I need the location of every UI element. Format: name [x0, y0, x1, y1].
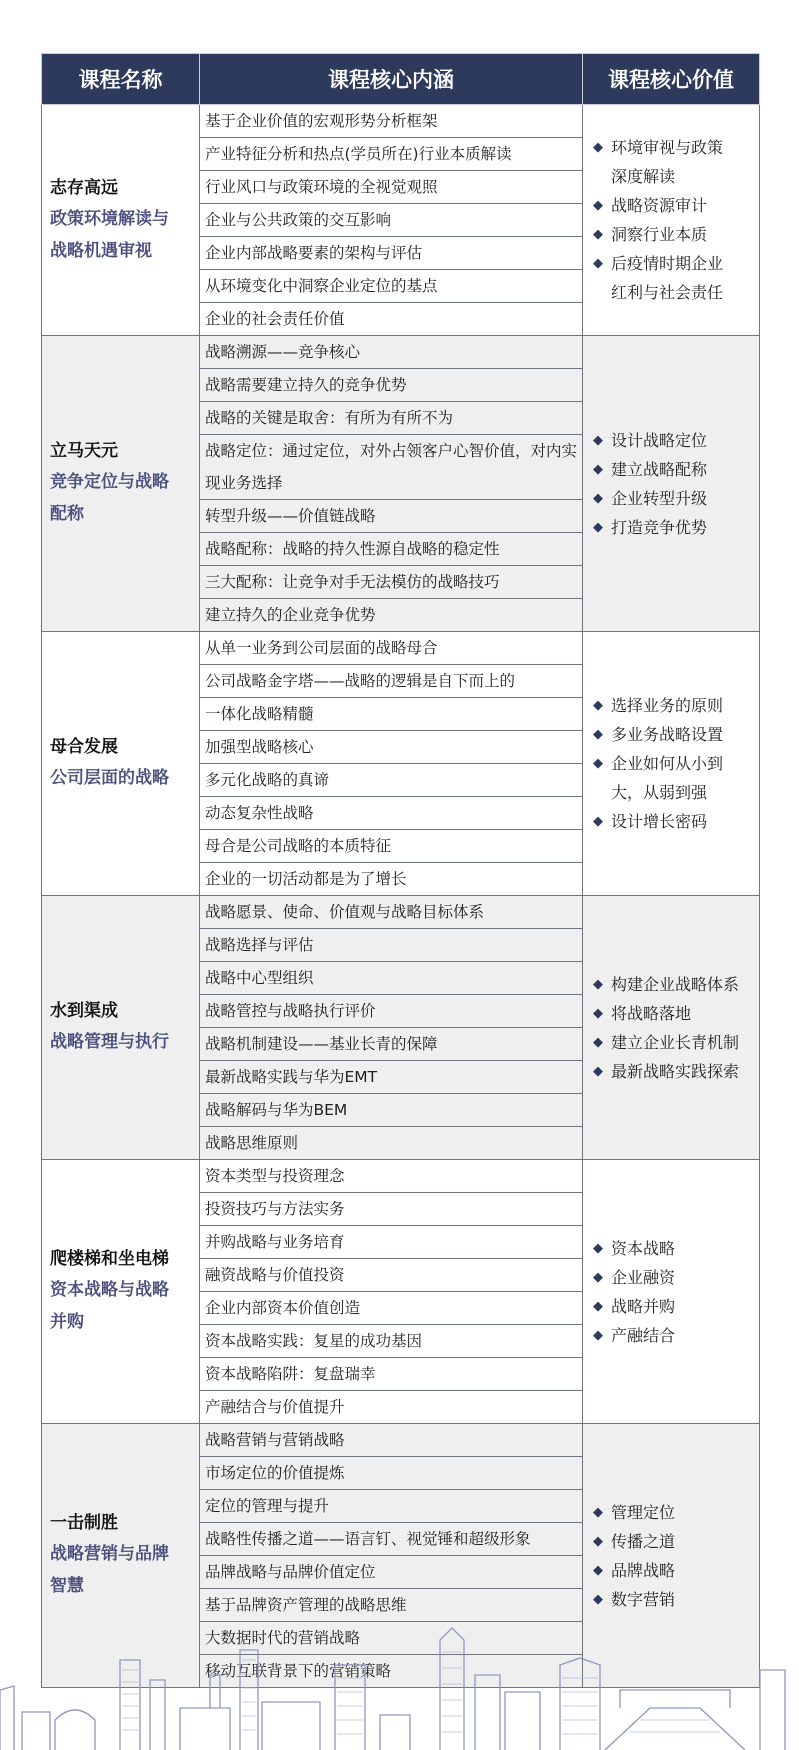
- course-content-item: 母合是公司战略的本质特征: [200, 830, 583, 863]
- course-value-cell: [583, 1160, 760, 1424]
- course-content-item: 资本战略实践：复星的成功基因: [200, 1325, 583, 1358]
- course-content-item: 多元化战略的真谛: [200, 764, 583, 797]
- course-value-item: [593, 191, 753, 220]
- course-value-cell: [583, 105, 760, 336]
- course-value-line: 建立战略配称: [611, 459, 708, 479]
- course-value-line: 多业务战略设置: [611, 725, 724, 744]
- table-row: [42, 336, 760, 369]
- course-content-item: 战略中心型组织: [200, 962, 583, 995]
- course-value-item: [593, 720, 753, 749]
- course-value-text: [611, 1292, 675, 1321]
- course-value-line: 设计战略定位: [611, 430, 708, 450]
- course-value-item: [593, 1556, 753, 1585]
- course-value-item: [593, 691, 753, 720]
- course-value-line: 将战略落地: [611, 1003, 692, 1023]
- course-value-item: [593, 249, 753, 307]
- course-name-cell: [42, 1160, 200, 1424]
- course-name-cell: [42, 896, 200, 1160]
- course-content-item: 建立持久的企业竞争优势: [200, 599, 583, 632]
- diamond-icon: ◆: [593, 519, 603, 535]
- diamond-icon: ◆: [593, 256, 603, 271]
- course-value-item: [593, 1057, 753, 1086]
- course-value-text: [611, 1585, 675, 1614]
- course-value-item: [593, 1263, 753, 1292]
- header-course-value: 课程核心价值: [583, 54, 760, 105]
- course-content-item: 战略性传播之道——语言钉、视觉锤和超级形象: [200, 1523, 583, 1556]
- course-subtitle: 战略营销与品牌: [50, 1544, 169, 1564]
- table-row: [42, 105, 760, 138]
- course-content-item: 基于品牌资产管理的战略思维: [200, 1589, 583, 1622]
- course-value-line: 大，从弱到强: [611, 783, 708, 802]
- course-name-cell: [42, 105, 200, 336]
- course-subtitle: 竞争定位与战略: [50, 472, 169, 492]
- course-title: 水到渠成: [50, 1001, 118, 1021]
- course-subtitle: 智慧: [50, 1576, 84, 1596]
- course-value-item: [593, 1292, 753, 1321]
- course-value-line: 建立企业长青机制: [611, 1032, 740, 1052]
- course-value-item: [593, 1028, 753, 1057]
- course-value-line: 构建企业战略体系: [611, 974, 740, 994]
- course-value-item: [593, 1234, 753, 1263]
- course-value-text: [611, 191, 707, 220]
- course-content-item: 加强型战略核心: [200, 731, 583, 764]
- course-content-item: 战略愿景、使命、价值观与战略目标体系: [200, 896, 583, 929]
- course-content-item: 战略机制建设——基业长青的保障: [200, 1028, 583, 1061]
- course-value-text: [611, 970, 739, 999]
- course-value-text: [611, 1321, 675, 1350]
- course-value-line: 打造竞争优势: [611, 517, 708, 537]
- course-content-item: 从环境变化中洞察企业定位的基点: [200, 270, 583, 303]
- course-value-line: 洞察行业本质: [611, 225, 708, 244]
- course-table: [41, 53, 760, 1688]
- table-row: [42, 1160, 760, 1193]
- diamond-icon: ◆: [593, 698, 603, 713]
- course-content-item: 融资战略与价值投资: [200, 1259, 583, 1292]
- course-value-text: [611, 426, 707, 455]
- course-value-item: [593, 513, 753, 542]
- diamond-icon: ◆: [593, 1005, 603, 1021]
- course-subtitle: 政策环境解读与: [50, 208, 169, 229]
- course-value-item: [593, 1498, 753, 1527]
- course-content-item: 企业的一切活动都是为了增长: [200, 863, 583, 896]
- diamond-icon: ◆: [593, 1533, 603, 1549]
- course-value-item: [593, 220, 753, 249]
- course-value-line: 企业如何从小到: [611, 754, 724, 773]
- course-value-line: 资本战略: [611, 1238, 676, 1258]
- course-value-cell: [583, 336, 760, 632]
- course-content-item: 投资技巧与方法实务: [200, 1193, 583, 1226]
- course-value-line: 数字营销: [611, 1589, 676, 1609]
- course-value-item: [593, 970, 753, 999]
- course-value-text: [611, 220, 707, 249]
- course-content-item: 战略溯源——竞争核心: [200, 336, 583, 369]
- course-value-item: [593, 1585, 753, 1614]
- course-value-item: [593, 455, 753, 484]
- course-content-item: 大数据时代的营销战略: [200, 1622, 583, 1655]
- course-value-cell: [583, 896, 760, 1160]
- course-name-cell: [42, 336, 200, 632]
- diamond-icon: ◆: [593, 756, 603, 771]
- course-subtitle: 配称: [50, 504, 84, 524]
- course-content-item: 战略定位：通过定位，对外占领客户心智价值，对内实现业务选择: [200, 435, 583, 500]
- course-content-item: 战略的关键是取舍：有所为有所不为: [200, 402, 583, 435]
- course-content-item: 市场定位的价值提炼: [200, 1457, 583, 1490]
- course-value-text: [611, 1263, 675, 1292]
- course-value-line: 传播之道: [611, 1531, 676, 1551]
- course-content-item: 企业的社会责任价值: [200, 303, 583, 336]
- course-value-item: [593, 1527, 753, 1556]
- course-title: 一击制胜: [50, 1513, 118, 1533]
- course-value-text: [611, 720, 723, 749]
- city-skyline-illustration: [0, 1620, 799, 1750]
- diamond-icon: ◆: [593, 198, 603, 213]
- course-subtitle: 战略管理与执行: [50, 1032, 169, 1052]
- course-value-text: [611, 1527, 675, 1556]
- diamond-icon: ◆: [593, 976, 603, 992]
- course-content-item: 移动互联背景下的营销策略: [200, 1655, 583, 1688]
- course-value-text: [611, 1028, 739, 1057]
- diamond-icon: ◆: [593, 432, 603, 448]
- course-content-item: 资本战略陷阱：复盘瑞幸: [200, 1358, 583, 1391]
- course-value-text: [611, 1556, 675, 1585]
- diamond-icon: ◆: [593, 1504, 603, 1520]
- course-value-line: 环境审视与政策: [611, 138, 724, 157]
- course-content-item: 战略营销与营销战略: [200, 1424, 583, 1457]
- course-subtitle: 资本战略与战略: [50, 1280, 169, 1300]
- course-content-item: 基于企业价值的宏观形势分析框架: [200, 105, 583, 138]
- header-course-name: 课程名称: [42, 54, 200, 105]
- header-course-content: 课程核心内涵: [200, 54, 583, 105]
- course-value-line: 企业融资: [611, 1267, 676, 1287]
- course-value-item: [593, 484, 753, 513]
- course-title: 爬楼梯和坐电梯: [50, 1249, 169, 1269]
- course-content-item: 战略选择与评估: [200, 929, 583, 962]
- course-content-item: 资本类型与投资理念: [200, 1160, 583, 1193]
- course-title: 母合发展: [50, 737, 118, 757]
- course-value-item: [593, 807, 753, 836]
- course-subtitle: 战略机遇审视: [50, 240, 152, 261]
- course-title: 立马天元: [50, 441, 118, 461]
- course-content-item: 战略配称：战略的持久性源自战略的稳定性: [200, 533, 583, 566]
- course-content-item: 产业特征分析和热点(学员所在)行业本质解读: [200, 138, 583, 171]
- course-value-line: 战略资源审计: [611, 196, 708, 215]
- course-value-text: [611, 484, 707, 513]
- course-value-text: [611, 1234, 675, 1263]
- course-content-item: 最新战略实践与华为EMT: [200, 1061, 583, 1094]
- table-header: [42, 54, 760, 105]
- course-value-text: [611, 1057, 739, 1086]
- course-content-item: 战略解码与华为BEM: [200, 1094, 583, 1127]
- course-content-item: 企业内部资本价值创造: [200, 1292, 583, 1325]
- course-content-item: 战略需要建立持久的竞争优势: [200, 369, 583, 402]
- course-value-text: [611, 133, 723, 191]
- course-value-line: 产融结合: [611, 1325, 676, 1345]
- course-value-line: 企业转型升级: [611, 488, 708, 508]
- course-value-item: [593, 133, 753, 191]
- course-value-text: [611, 807, 707, 836]
- course-value-cell: [583, 632, 760, 896]
- course-value-item: [593, 999, 753, 1028]
- course-subtitle: 公司层面的战略: [50, 768, 169, 788]
- course-value-text: [611, 999, 691, 1028]
- diamond-icon: ◆: [593, 1240, 603, 1256]
- diamond-icon: ◆: [593, 1298, 603, 1314]
- table-row: [42, 632, 760, 665]
- diamond-icon: ◆: [593, 1591, 603, 1607]
- course-content-item: 并购战略与业务培育: [200, 1226, 583, 1259]
- course-content-item: 企业与公共政策的交互影响: [200, 204, 583, 237]
- course-title: 志存高远: [50, 177, 118, 198]
- diamond-icon: ◆: [593, 1269, 603, 1285]
- course-content-item: 企业内部战略要素的架构与评估: [200, 237, 583, 270]
- diamond-icon: ◆: [593, 461, 603, 477]
- diamond-icon: ◆: [593, 1034, 603, 1050]
- course-value-text: [611, 249, 723, 307]
- course-value-item: [593, 426, 753, 455]
- diamond-icon: ◆: [593, 1063, 603, 1079]
- diamond-icon: ◆: [593, 227, 603, 242]
- course-value-item: [593, 749, 753, 807]
- table-body: [42, 105, 760, 1688]
- course-value-text: [611, 1498, 675, 1527]
- course-value-text: [611, 513, 707, 542]
- diamond-icon: ◆: [593, 727, 603, 742]
- course-value-line: 战略并购: [611, 1296, 676, 1316]
- diamond-icon: ◆: [593, 490, 603, 506]
- course-content-item: 战略管控与战略执行评价: [200, 995, 583, 1028]
- course-content-item: 三大配称：让竞争对手无法模仿的战略技巧: [200, 566, 583, 599]
- course-content-item: 行业风口与政策环境的全视觉观照: [200, 171, 583, 204]
- course-content-item: 战略思维原则: [200, 1127, 583, 1160]
- diamond-icon: ◆: [593, 140, 603, 155]
- diamond-icon: ◆: [593, 1562, 603, 1578]
- course-value-line: 后疫情时期企业: [611, 254, 724, 273]
- table-row: [42, 1424, 760, 1457]
- course-value-line: 选择业务的原则: [611, 696, 724, 715]
- course-value-line: 深度解读: [611, 167, 676, 186]
- course-value-line: 红利与社会责任: [611, 283, 724, 302]
- table-row: [42, 896, 760, 929]
- course-content-item: 一体化战略精髓: [200, 698, 583, 731]
- course-content-item: 品牌战略与品牌价值定位: [200, 1556, 583, 1589]
- diamond-icon: ◆: [593, 814, 603, 829]
- diamond-icon: ◆: [593, 1327, 603, 1343]
- course-name-cell: [42, 632, 200, 896]
- course-value-line: 品牌战略: [611, 1560, 676, 1580]
- course-value-text: [611, 749, 723, 807]
- course-value-line: 管理定位: [611, 1502, 676, 1522]
- course-value-line: 设计增长密码: [611, 812, 708, 831]
- course-content-item: 从单一业务到公司层面的战略母合: [200, 632, 583, 665]
- course-content-item: 产融结合与价值提升: [200, 1391, 583, 1424]
- course-value-text: [611, 691, 723, 720]
- course-subtitle: 并购: [50, 1312, 84, 1332]
- course-value-text: [611, 455, 707, 484]
- course-value-item: [593, 1321, 753, 1350]
- course-value-line: 最新战略实践探索: [611, 1061, 740, 1081]
- course-content-item: 动态复杂性战略: [200, 797, 583, 830]
- course-content-item: 定位的管理与提升: [200, 1490, 583, 1523]
- course-content-item: 转型升级——价值链战略: [200, 500, 583, 533]
- course-content-item: 公司战略金字塔——战略的逻辑是自下而上的: [200, 665, 583, 698]
